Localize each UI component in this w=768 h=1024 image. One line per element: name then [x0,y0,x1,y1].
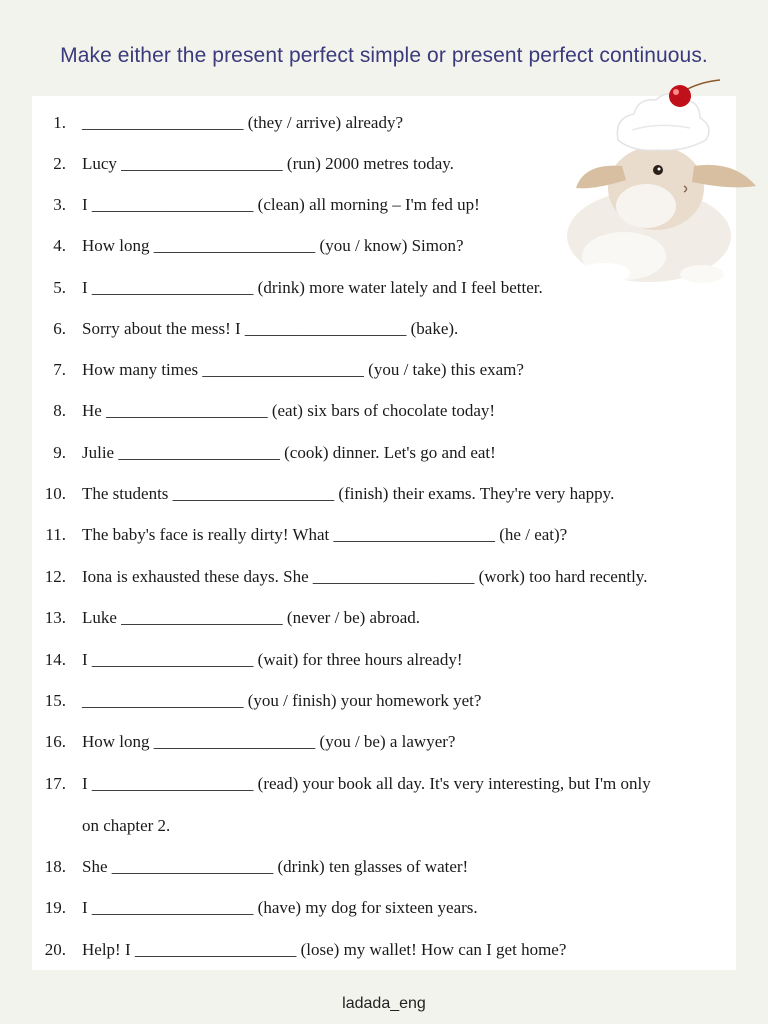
exercise-number: 3. [53,195,66,214]
exercise-number: 2. [53,154,66,173]
exercise-number: 19. [44,898,66,917]
brand-footer: ladada_eng [342,995,426,1012]
exercise-text: Lucy ___________________ (run) 2000 metres today. [82,154,454,173]
exercise-number: 11. [45,525,66,544]
exercise-text: The baby's face is really dirty! What ___________________ (he / eat)? [82,525,568,544]
cherry [669,85,691,107]
exercise-text: ___________________ (they / arrive) already? [82,113,404,132]
exercise-number: 18. [44,857,66,876]
exercise-number: 8. [53,401,66,420]
exercise-text: I ___________________ (wait) for three hours already! [82,650,463,669]
whipped-cream [617,94,709,150]
exercise-text: How long ___________________ (you / know) Simon? [82,236,464,255]
exercise-text: I ___________________ (have) my dog for sixteen years. [82,898,478,917]
exercise-text: Luke ___________________ (never / be) abroad. [82,608,421,627]
bunny-cake-illustration [534,78,760,288]
exercise-number: 20. [44,940,66,959]
exercise-number: 12. [44,567,66,586]
exercise-number: 7. [53,360,66,379]
exercise-number: 15. [44,691,66,710]
exercise-text: How long ___________________ (you / be) a lawyer? [82,732,456,751]
exercise-text: She ___________________ (drink) ten glasses of water! [82,857,469,876]
exercise-number: 6. [53,319,66,338]
exercise-text: Iona is exhausted these days. She ___________________ (work) too hard recently. [82,567,648,586]
exercise-text: I ___________________ (read) your book all day. It's very interesting, but I'm only [82,774,651,793]
exercise-text: Help! I ___________________ (lose) my wallet! How can I get home? [82,940,567,959]
exercise-text: ___________________ (you / finish) your homework yet? [82,691,482,710]
worksheet-title: Make either the present perfect simple or present perfect continuous. [60,44,708,67]
exercise-text: He ___________________ (eat) six bars of chocolate today! [82,401,496,420]
exercise-number: 9. [53,443,66,462]
exercise-text: The students ___________________ (finish) their exams. They're very happy. [82,484,615,503]
exercise-number: 1. [53,113,66,132]
exercise-number: 4. [53,236,66,255]
exercise-number: 16. [44,732,66,751]
exercise-number: 14. [44,650,66,669]
exercise-text: Sorry about the mess! I ___________________ (bake). [82,319,459,338]
exercise-text: I ___________________ (clean) all morning – I'm fed up! [82,195,480,214]
exercise-text: on chapter 2. [82,816,171,835]
exercise-number: 17. [44,774,66,793]
exercise-number: 5. [53,278,66,297]
exercise-text: How many times ___________________ (you / take) this exam? [82,360,524,379]
exercise-text: I ___________________ (drink) more water lately and I feel better. [82,278,543,297]
exercise-text: Julie ___________________ (cook) dinner. Let's go and eat! [82,443,496,462]
exercise-number: 10. [44,484,66,503]
exercise-number: 13. [44,608,66,627]
